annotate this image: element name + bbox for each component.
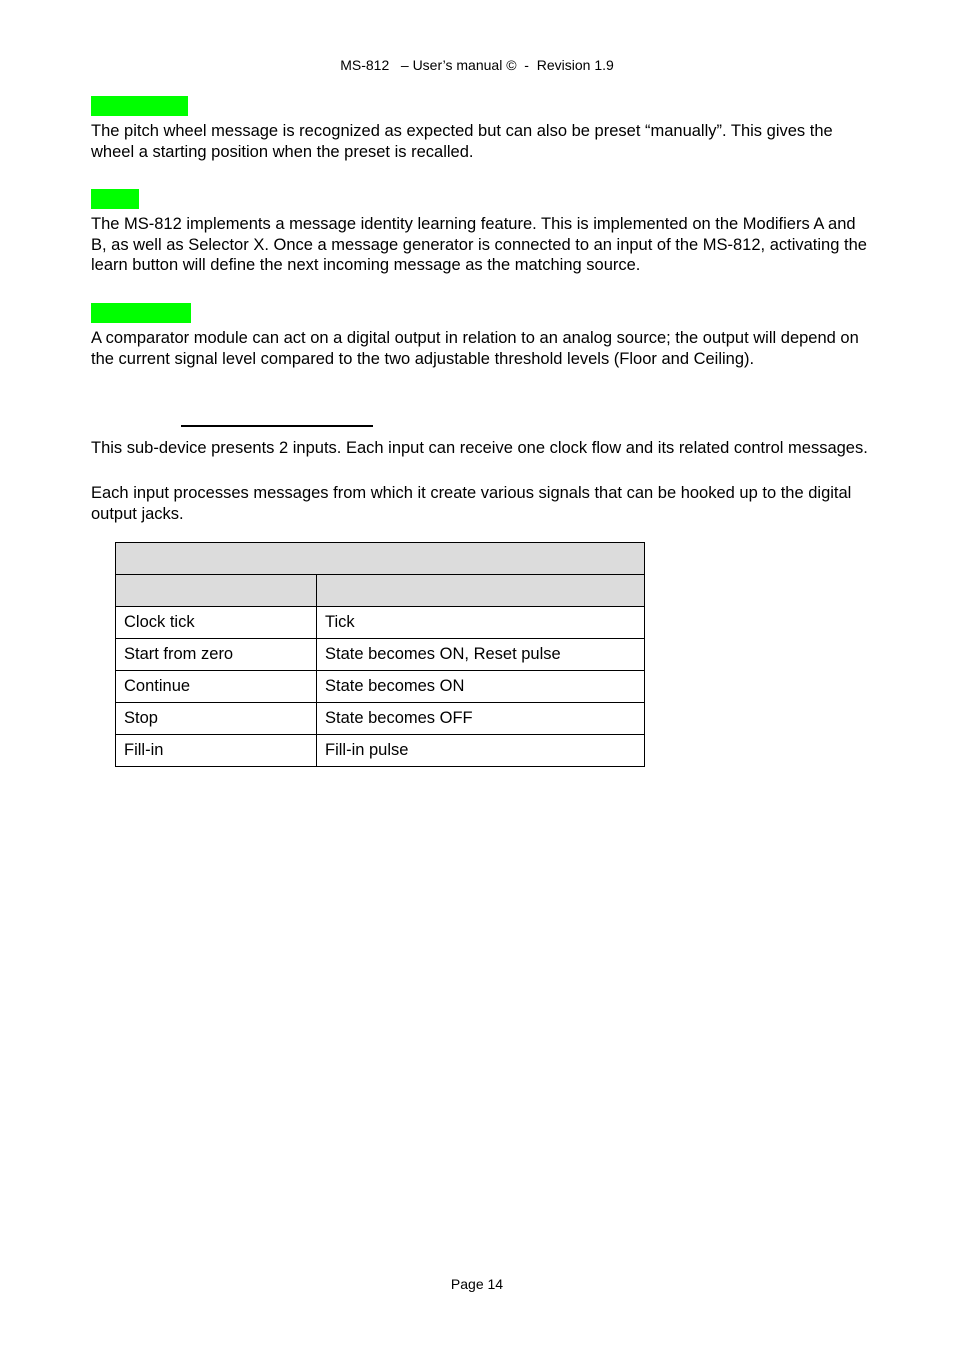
paragraph-comparator: A comparator module can act on a digital output in relation to an analog source; the output will depend on the current signal level compared to the two adjustable threshold levels (Floor and Ceiling). [91,329,859,368]
section-heading-highlight-learn [91,189,139,209]
message-cell: Stop [116,703,317,735]
message-cell: Fill-in [116,735,317,767]
table-header-row [116,575,645,607]
signal-cell: State becomes OFF [317,703,645,735]
message-cell: Start from zero [116,639,317,671]
page-header: MS-812 – User’s manual © - Revision 1.9 [340,57,614,73]
paragraph-inputs: Each input processes messages from which it create various signals that can be hooked up to the digital output jacks. [91,484,852,523]
section-heading-highlight-comparator [91,303,191,323]
signal-table [115,542,645,767]
signal-cell: State becomes ON [317,671,645,703]
table-row [116,735,645,767]
table-row [116,671,645,703]
paragraph-learn: The MS-812 implements a message identity learning feature. This is implemented on the Modifiers A and B, as well as Selector X. Once a message generator is connected to an input of the MS-812, activating the learn button will define the next incoming message as the matching source. [91,215,867,274]
section-heading-highlight-pitch-wheel [91,96,188,116]
page-number: Page 14 [450,1276,504,1292]
paragraph-pitch-wheel: The pitch wheel message is recognized as expected but can also be preset “manually”. This gives the wheel a starting position when the preset is recalled. [91,122,833,161]
message-cell: Clock tick [116,607,317,639]
table-row [116,607,645,639]
paragraph-sub-device: This sub-device presents 2 inputs. Each input can receive one clock flow and its related control messages. [91,439,868,457]
message-cell: Continue [116,671,317,703]
signal-cell: State becomes ON, Reset pulse [317,639,645,671]
signal-cell: Tick [317,607,645,639]
section-heading-underline [181,425,373,427]
signal-cell: Fill-in pulse [317,735,645,767]
table-title-row [116,543,645,575]
table-row [116,639,645,671]
table-row [116,703,645,735]
